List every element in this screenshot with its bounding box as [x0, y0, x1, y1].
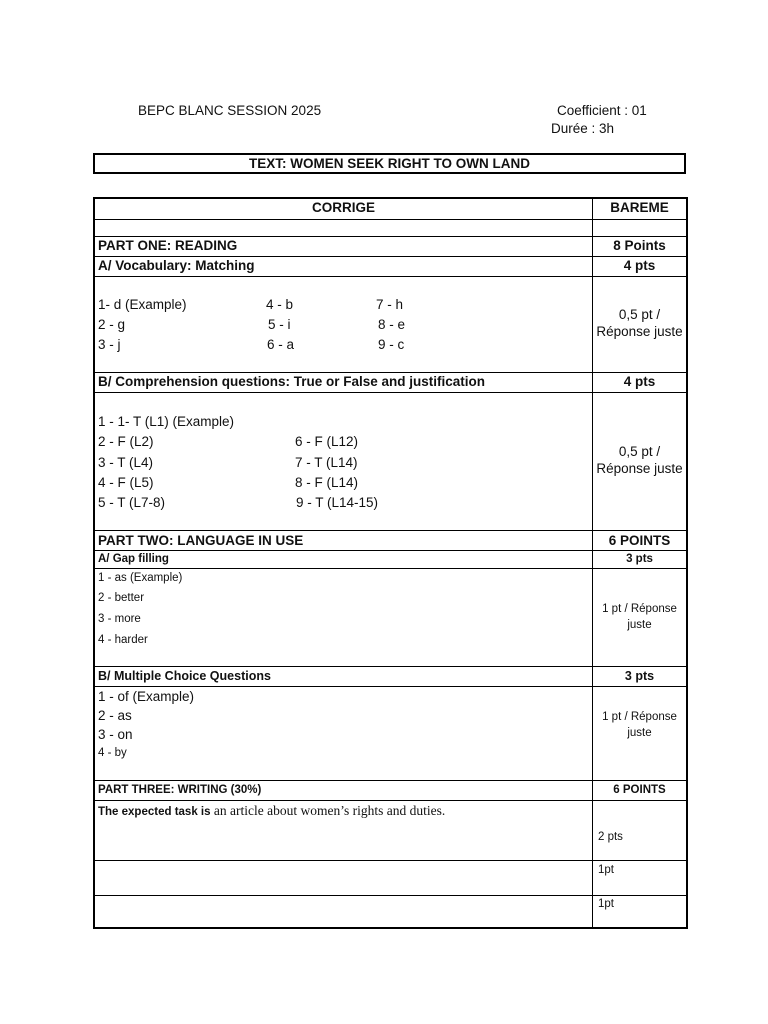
- vocab-answer: 7 - h: [376, 297, 404, 312]
- vocab-answer: 9 - c: [378, 337, 405, 352]
- row-divider: [93, 550, 688, 551]
- comprehension-answer: 1 - 1- T (L1) (Example): [98, 414, 235, 429]
- vocab-bareme: 0,5 pt /: [618, 307, 661, 322]
- part-one-title: PART ONE: READING: [98, 238, 238, 253]
- gap-answer: 2 - better: [98, 592, 145, 604]
- writing-points: 2 pts: [598, 831, 623, 843]
- mcq-answer: 1 - of (Example): [98, 689, 195, 704]
- vocab-answer: 6 - a: [267, 337, 295, 352]
- mcq-title: B/ Multiple Choice Questions: [98, 669, 271, 683]
- gap-points: 3 pts: [626, 553, 653, 565]
- row-divider: [93, 666, 688, 667]
- comprehension-answer: 7 - T (L14): [295, 455, 358, 470]
- duration-label: Durée : 3h: [551, 121, 615, 136]
- comprehension-answer: 6 - F (L12): [295, 434, 359, 449]
- comprehension-answer: 2 - F (L2): [98, 434, 154, 449]
- comprehension-answer: 5 - T (L7-8): [98, 495, 166, 510]
- row-divider: [93, 236, 688, 237]
- row-divider: [93, 686, 688, 687]
- vocab-bareme: Réponse juste: [596, 324, 683, 339]
- session-title: BEPC BLANC SESSION 2025: [138, 103, 322, 118]
- coefficient-label: Coefficient : 01: [557, 103, 647, 118]
- vocab-answer: 2 - g: [98, 317, 126, 332]
- corrige-header: CORRIGE: [311, 200, 375, 215]
- row-divider: [93, 276, 688, 277]
- vocab-answer: 1- d (Example): [98, 297, 187, 312]
- vocab-title: A/ Vocabulary: Matching: [98, 258, 255, 273]
- row-divider: [93, 780, 688, 781]
- row-divider: [93, 568, 688, 569]
- mcq-points: 3 pts: [624, 669, 655, 683]
- comprehension-answer: 9 - T (L14-15): [296, 495, 379, 510]
- expected-task-label: The expected task is: [98, 806, 211, 818]
- row-divider: [93, 530, 688, 531]
- mcq-answer: 3 - on: [98, 727, 133, 742]
- mcq-answer: 4 - by: [98, 747, 127, 759]
- expected-task-text: an article about women’s rights and duties.: [210, 803, 446, 818]
- mcq-answer: 2 - as: [98, 708, 132, 723]
- vocab-answer: 8 - e: [378, 317, 406, 332]
- writing-points: 1pt: [598, 898, 614, 910]
- comprehension-answer: 8 - F (L14): [295, 475, 359, 490]
- gap-answer: 1 - as (Example): [98, 572, 183, 584]
- bareme-header: BAREME: [610, 200, 669, 215]
- gap-title: A/ Gap filling: [98, 553, 169, 565]
- comprehension-bareme: Réponse juste: [596, 461, 683, 476]
- row-divider: [93, 800, 688, 801]
- row-divider: [93, 860, 688, 861]
- text-title-box: TEXT: WOMEN SEEK RIGHT TO OWN LAND: [93, 153, 686, 174]
- part-one-points: 8 Points: [613, 238, 666, 253]
- part-three-points: 6 POINTS: [613, 784, 666, 796]
- row-divider: [93, 392, 688, 393]
- comprehension-title: B/ Comprehension questions: True or False and justification: [98, 374, 486, 389]
- gap-bareme: juste: [627, 619, 652, 631]
- comprehension-bareme: 0,5 pt /: [618, 444, 661, 459]
- gap-bareme: 1 pt / Réponse: [602, 603, 677, 615]
- comprehension-answer: 4 - F (L5): [98, 475, 154, 490]
- vocab-answer: 4 - b: [266, 297, 294, 312]
- row-divider: [93, 219, 688, 220]
- gap-answer: 3 - more: [98, 613, 141, 625]
- part-three-title: PART THREE: WRITING (30%): [98, 784, 262, 796]
- expected-task: [98, 802, 445, 820]
- comprehension-points: 4 pts: [623, 374, 656, 389]
- comprehension-answer: 3 - T (L4): [98, 455, 154, 470]
- part-two-points: 6 POINTS: [608, 533, 671, 548]
- vocab-points: 4 pts: [623, 258, 656, 273]
- gap-answer: 4 - harder: [98, 634, 148, 646]
- mcq-bareme: 1 pt / Réponse: [602, 711, 677, 723]
- part-two-title: PART TWO: LANGUAGE IN USE: [98, 533, 304, 548]
- vocab-answer: 5 - i: [268, 317, 291, 332]
- row-divider: [93, 895, 688, 896]
- vocab-answer: 3 - j: [98, 337, 121, 352]
- row-divider: [93, 256, 688, 257]
- writing-points: 1pt: [598, 864, 614, 876]
- row-divider: [93, 372, 688, 373]
- mcq-bareme: juste: [627, 727, 652, 739]
